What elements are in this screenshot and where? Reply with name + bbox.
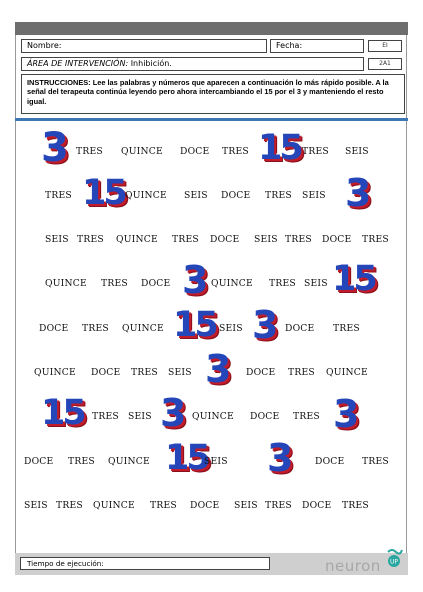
- word-row: [0, 125, 423, 175]
- word-token: DOCE: [250, 411, 280, 422]
- word-token: DOCE: [24, 456, 54, 467]
- word-token: SEIS: [45, 234, 69, 245]
- code-top: EI: [368, 40, 402, 52]
- number-token: 3: [267, 436, 294, 480]
- word-token: QUINCE: [45, 278, 87, 289]
- word-token: SEIS: [304, 278, 328, 289]
- word-token: SEIS: [345, 146, 369, 157]
- word-token: DOCE: [285, 323, 315, 334]
- word-token: QUINCE: [34, 367, 76, 378]
- word-token: QUINCE: [122, 323, 164, 334]
- logo-suffix: UP: [389, 558, 399, 566]
- instructions-label: INSTRUCCIONES:: [27, 78, 91, 87]
- word-token: SEIS: [234, 500, 258, 511]
- number-token: 3: [41, 125, 69, 171]
- word-token: DOCE: [39, 323, 69, 334]
- header-bar: [15, 22, 408, 35]
- word-token: DOCE: [180, 146, 210, 157]
- number-token: 15: [165, 438, 208, 478]
- word-token: DOCE: [210, 234, 240, 245]
- word-token: TRES: [82, 323, 109, 334]
- name-label: Nombre:: [27, 41, 62, 50]
- word-token: TRES: [342, 500, 369, 511]
- word-row: [0, 214, 423, 264]
- word-token: SEIS: [128, 411, 152, 422]
- word-row: [0, 303, 423, 353]
- word-token: TRES: [92, 411, 119, 422]
- word-token: DOCE: [322, 234, 352, 245]
- word-token: QUINCE: [192, 411, 234, 422]
- date-field[interactable]: [270, 39, 364, 53]
- word-token: TRES: [150, 500, 177, 511]
- number-token: 3: [160, 391, 187, 435]
- word-token: TRES: [285, 234, 312, 245]
- word-token: TRES: [265, 500, 292, 511]
- word-row: [0, 481, 423, 531]
- number-token: 3: [252, 303, 279, 347]
- code-bottom: 2A1: [368, 58, 402, 70]
- word-row: [0, 437, 423, 487]
- date-label: Fecha:: [276, 41, 303, 50]
- time-label: Tiempo de ejecución:: [27, 559, 104, 568]
- word-token: QUINCE: [121, 146, 163, 157]
- word-token: QUINCE: [108, 456, 150, 467]
- word-token: TRES: [333, 323, 360, 334]
- instructions-box: [21, 74, 405, 114]
- word-token: TRES: [77, 234, 104, 245]
- area-value: Inhibición.: [130, 59, 172, 68]
- time-field[interactable]: [20, 557, 270, 570]
- word-token: SEIS: [184, 190, 208, 201]
- word-token: SEIS: [24, 500, 48, 511]
- number-token: 15: [82, 173, 125, 213]
- word-token: DOCE: [246, 367, 276, 378]
- number-token: 15: [173, 305, 216, 345]
- area-label: ÁREA DE INTERVENCIÓN:: [27, 59, 129, 68]
- word-token: QUINCE: [93, 500, 135, 511]
- word-token: SEIS: [219, 323, 243, 334]
- instructions-text: Lee las palabras y números que aparecen a continuación lo más rápido posible. A la señal del terapeuta continúa leyendo pero ahora intercambiando el 15 por el 3 y manteniendo el resto igual.: [27, 78, 389, 106]
- word-token: TRES: [302, 146, 329, 157]
- word-token: TRES: [131, 367, 158, 378]
- word-token: QUINCE: [211, 278, 253, 289]
- word-token: QUINCE: [125, 190, 167, 201]
- header-separator: [15, 118, 408, 121]
- word-row: [0, 392, 423, 442]
- word-token: DOCE: [141, 278, 171, 289]
- word-token: TRES: [56, 500, 83, 511]
- word-token: TRES: [101, 278, 128, 289]
- word-token: TRES: [288, 367, 315, 378]
- number-token: 3: [345, 171, 372, 215]
- name-field[interactable]: [21, 39, 267, 53]
- word-token: TRES: [172, 234, 199, 245]
- word-token: DOCE: [91, 367, 121, 378]
- word-token: TRES: [265, 190, 292, 201]
- logo-mark-icon: [384, 546, 404, 568]
- word-token: QUINCE: [326, 367, 368, 378]
- word-token: TRES: [68, 456, 95, 467]
- word-token: QUINCE: [116, 234, 158, 245]
- word-token: SEIS: [204, 456, 228, 467]
- number-token: 15: [41, 393, 84, 433]
- word-row: [0, 348, 423, 398]
- logo-text: neuron: [325, 557, 381, 575]
- word-token: TRES: [222, 146, 249, 157]
- number-token: 15: [258, 128, 301, 168]
- word-token: TRES: [362, 456, 389, 467]
- word-row: [0, 258, 423, 308]
- area-field: [21, 57, 364, 71]
- word-token: SEIS: [168, 367, 192, 378]
- word-token: TRES: [293, 411, 320, 422]
- word-token: DOCE: [190, 500, 220, 511]
- number-token: 3: [205, 347, 232, 391]
- word-token: SEIS: [254, 234, 278, 245]
- word-token: TRES: [269, 278, 296, 289]
- word-row: [0, 170, 423, 220]
- number-token: 15: [332, 259, 375, 299]
- number-token: 3: [182, 258, 209, 302]
- number-token: 3: [333, 392, 360, 436]
- word-token: TRES: [76, 146, 103, 157]
- word-token: DOCE: [302, 500, 332, 511]
- word-token: TRES: [362, 234, 389, 245]
- brand-logo: [325, 557, 381, 575]
- word-token: SEIS: [302, 190, 326, 201]
- word-token: DOCE: [221, 190, 251, 201]
- word-token: TRES: [45, 190, 72, 201]
- word-token: DOCE: [315, 456, 345, 467]
